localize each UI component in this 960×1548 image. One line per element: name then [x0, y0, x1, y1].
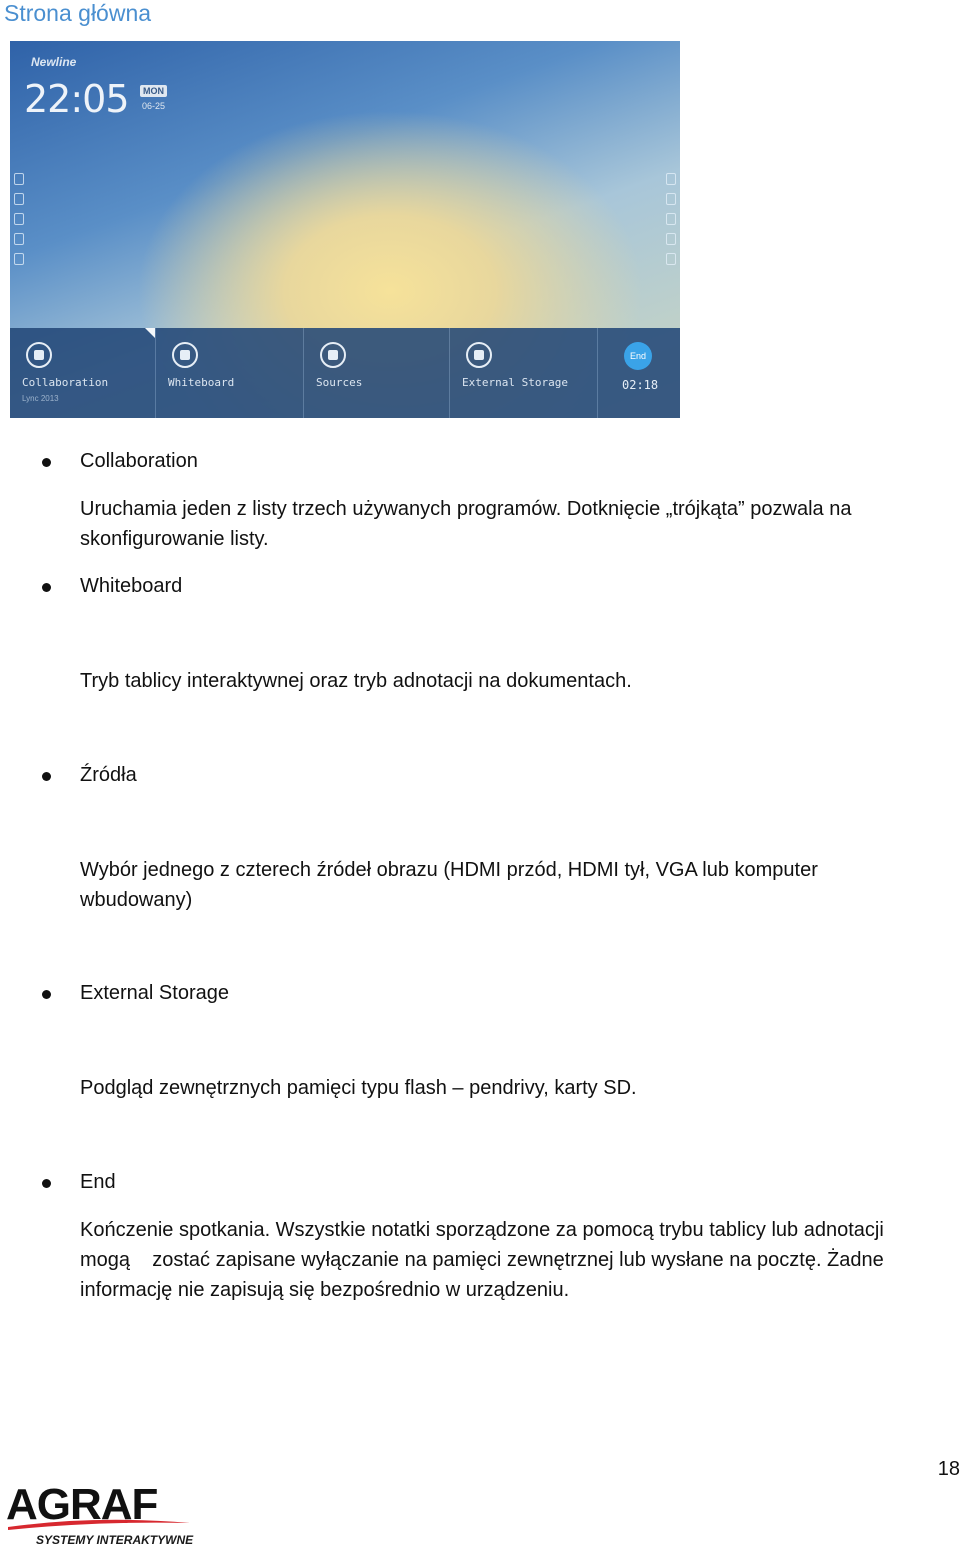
pen-icon [172, 342, 198, 368]
list-item-title: Źródła [80, 764, 137, 786]
folder-icon [466, 342, 492, 368]
bullet-icon [42, 1179, 51, 1188]
list-item-title: External Storage [80, 982, 229, 1004]
dock-bar [10, 328, 680, 418]
list-item-description: Uruchamia jeden z listy trzech używanych programów. Dotknięcie „trójkąta” pozwala na skonfigurowanie listy. [80, 498, 852, 550]
window-icon [14, 253, 24, 265]
triangle-icon [145, 328, 155, 338]
list-item-description: Tryb tablicy interaktywnej oraz tryb adnotacji na dokumentach. [80, 670, 632, 692]
home-icon [14, 213, 24, 225]
dock-tile-external-storage [450, 328, 598, 418]
dock-label: Sources [316, 376, 363, 389]
agraf-logo [6, 1480, 196, 1548]
day-badge: MON [140, 85, 167, 97]
dock-sublabel: Lync 2013 [22, 394, 59, 403]
dock-label: Whiteboard [168, 376, 235, 389]
list-item-title: Collaboration [80, 450, 198, 472]
logo-wordmark: AGRAF [6, 1480, 158, 1529]
bullet-icon [42, 772, 51, 781]
home-icon [666, 213, 676, 225]
collaboration-icon [26, 342, 52, 368]
session-timer: 02:18 [622, 378, 659, 392]
list-item-title: Whiteboard [80, 575, 183, 597]
dock-tile-collaboration [10, 328, 156, 418]
list-item-description: Podgląd zewnętrznych pamięci typu flash – pendrivy, karty SD. [80, 1077, 637, 1099]
page-number: 18 [937, 1458, 960, 1480]
list-item-description: Kończenie spotkania. Wszystkie notatki sporządzone za pomocą trybu tablicy lub adnotacji mogą zostać zapisane wyłączanie na pamięci zewnętrznej lub wysłane na pocztę. Żadne informację nie zapisują się bezpośrednio w urządzeniu. [80, 1219, 890, 1301]
left-side-toolbar [14, 173, 24, 265]
edit-icon [666, 193, 676, 205]
sources-icon [320, 342, 346, 368]
edit-icon [14, 193, 24, 205]
home-screen-screenshot [10, 41, 680, 418]
dock-tile-sources [304, 328, 450, 418]
date-label: 06-25 [142, 101, 166, 111]
clock: 22:05 [24, 77, 129, 121]
page-heading: Strona główna [4, 0, 152, 26]
newline-logo: Newline [31, 55, 77, 69]
list-item-title: End [80, 1171, 116, 1193]
dock-tile-end [598, 328, 680, 418]
menu-icon [14, 173, 24, 185]
window-icon [666, 253, 676, 265]
end-icon: End [624, 342, 652, 370]
right-side-toolbar [666, 173, 676, 265]
logo-tagline: SYSTEMY INTERAKTYWNE [36, 1533, 194, 1547]
dock-label: External Storage [462, 376, 568, 389]
back-icon [666, 233, 676, 245]
bullet-icon [42, 458, 51, 467]
logo-swoosh-icon [6, 1517, 192, 1531]
menu-icon [666, 173, 676, 185]
back-icon [14, 233, 24, 245]
dock-tile-whiteboard [156, 328, 304, 418]
dock-label: Collaboration [22, 376, 109, 389]
list-item-description: Wybór jednego z czterech źródeł obrazu (HDMI przód, HDMI tył, VGA lub komputer wbudowany) [80, 859, 818, 911]
bullet-icon [42, 583, 51, 592]
bullet-icon [42, 990, 51, 999]
